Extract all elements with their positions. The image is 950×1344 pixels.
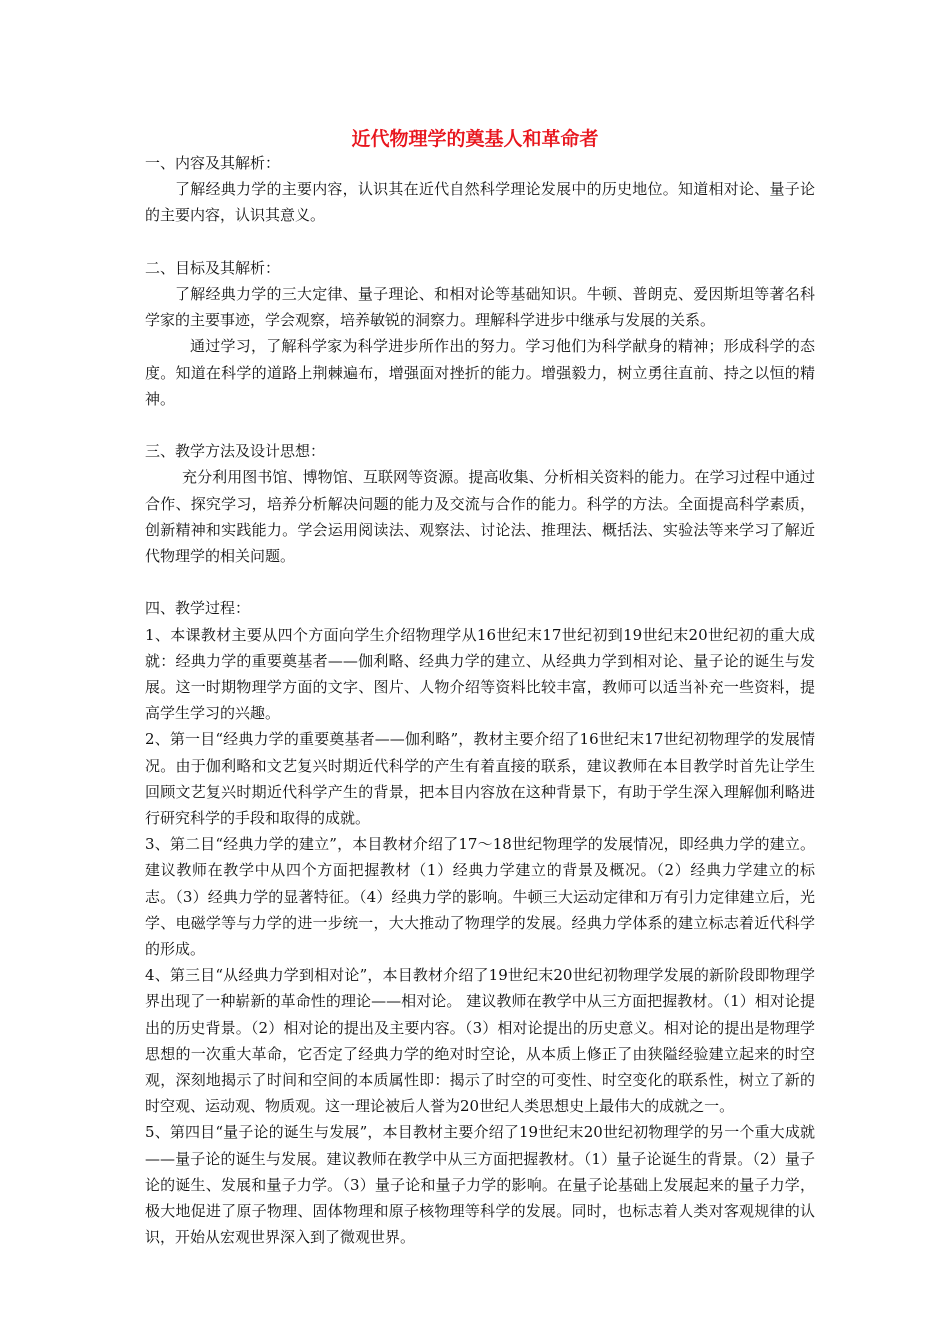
section-heading-content: 一、内容及其解析： bbox=[145, 154, 281, 172]
document-title: 近代物理学的奠基人和革命者 bbox=[351, 128, 599, 150]
section-heading-methods: 三、教学方法及设计思想： bbox=[145, 442, 326, 461]
document-body bbox=[145, 150, 815, 1250]
process-item: 2、第一目“经典力学的重要奠基者——伽利略”，教材主要介绍了16世纪末17世纪初物理学的发展情况。由于伽利略和文艺复兴时期近代科学的产生有着直接的联系，建议教师在本目教学时首先让学生回顾文艺复兴时期近代科学产生的背景，把本目内容放在这种背景下，有助于学生深入理解伽利略进行研究科学的手段和取得的成就。 bbox=[145, 730, 815, 828]
section-paragraph: 通过学习，了解科学家为科学进步所作出的努力。学习他们为科学献身的精神；形成科学的态度。知道在科学的道路上荆棘遍布，增强面对挫折的能力。增强毅力，树立勇往直前、持之以恒的精神。 bbox=[145, 337, 815, 408]
process-item: 4、第三目“从经典力学到相对论”，本目教材介绍了19世纪末20世纪初物理学发展的新阶段即物理学界出现了一种崭新的革命性的理论——相对论。 建议教师在教学中从三方面把握教材。（1）相对论提出的历史背景。（2）相对论的提出及主要内容。（3）相对论提出的历史意义。相对论的提出是物理学思想的一次重大革命，它否定了经典力学的绝对时空论，从本质上修正了由狭隘经验建立起来的时空观，深刻地揭示了时间和空间的本质属性即：揭示了时空的可变性、时空变化的联系性，树立了新的时空观、运动观、物质观。这一理论被后人誉为20世纪人类思想史上最伟大的成就之一。 bbox=[145, 966, 815, 1116]
section-heading-process: 四、教学过程： bbox=[145, 599, 251, 618]
section-paragraph: 充分利用图书馆、博物馆、互联网等资源。提高收集、分析相关资料的能力。在学习过程中通过合作、探究学习，培养分析解决问题的能力及交流与合作的能力。科学的方法。全面提高科学素质，创新精神和实践能力。学会运用阅读法、观察法、讨论法、推理法、概括法、实验法等来学习了解近代物理学的相关问题。 bbox=[145, 468, 815, 566]
section-paragraph: 了解经典力学的主要内容，认识其在近代自然科学理论发展中的历史地位。知道相对论、量子论的主要内容，认识其意义。 bbox=[145, 180, 815, 225]
process-item: 3、第二目“经典力学的建立”，本目教材介绍了17～18世纪物理学的发展情况，即经典力学的建立。建议教师在教学中从四个方面把握教材（1）经典力学建立的背景及概况。（2）经典力学建立的标志。（3）经典力学的显著特征。（4）经典力学的影响。牛顿三大运动定律和万有引力定律建立后，光学、电磁学等与力学的进一步统一，大大推动了物理学的发展。经典力学体系的建立标志着近代科学的形成。 bbox=[145, 835, 815, 959]
process-item: 1、本课教材主要从四个方面向学生介绍物理学从16世纪末17世纪初到19世纪末20世纪初的重大成就：经典力学的重要奠基者——伽利略、经典力学的建立、从经典力学到相对论、量子论的诞生与发展。这一时期物理学方面的文字、图片、人物介绍等资料比较丰富，教师可以适当补充一些资料，提高学生学习的兴趣。 bbox=[145, 625, 815, 723]
section-heading-goals: 二、目标及其解析： bbox=[145, 258, 281, 277]
section-paragraph: 了解经典力学的三大定律、量子理论、和相对论等基础知识。牛顿、普朗克、爱因斯坦等著名科学家的主要事迹，学会观察，培养敏锐的洞察力。理解科学进步中继承与发展的关系。 bbox=[145, 285, 815, 330]
process-item: 5、第四目“量子论的诞生与发展”，本目教材主要介绍了19世纪末20世纪初物理学的另一个重大成就——量子论的诞生与发展。建议教师在教学中从三方面把握教材。（1）量子论诞生的背景。（2）量子论的诞生、发展和量子力学。（3）量子论和量子力学的影响。在量子论基础上发展起来的量子力学，极大地促进了原子物理、固体物理和原子核物理等科学的发展。同时，也标志着人类对客观规律的认识，开始从宏观世界深入到了微观世界。 bbox=[145, 1123, 815, 1247]
